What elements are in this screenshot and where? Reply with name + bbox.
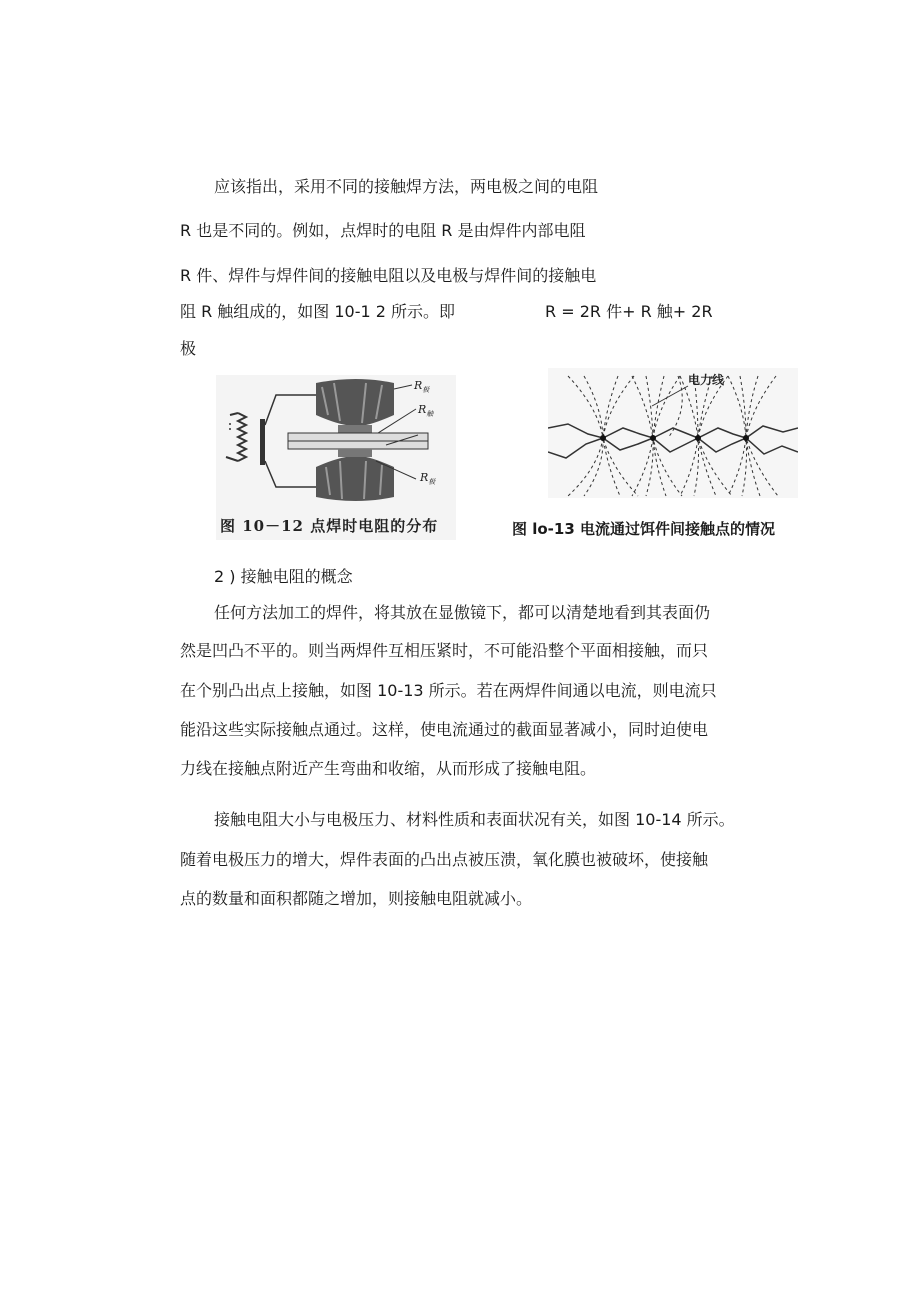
text-line: 然是凹凸不平的。则当两焊件互相压紧时，不可能沿整个平面相接触，而只	[180, 641, 709, 660]
label-r-electrode: $R_极$	[414, 379, 430, 394]
figure-contact-points	[548, 368, 798, 498]
text-line: 点的数量和面积都随之增加，则接触电阻就减小。	[180, 889, 533, 908]
section-heading: 2 ) 接触电阻的概念	[214, 567, 353, 586]
contact-points-diagram	[548, 368, 798, 498]
text-line: 力线在接触点附近产生弯曲和收缩，从而形成了接触电阻。	[180, 759, 597, 778]
text-line: 接触电阻大小与电极压力、材料性质和表面状况有关，如图 10-14 所示。	[214, 810, 735, 829]
text-line: 任何方法加工的焊件，将其放在显傲镜下，都可以清楚地看到其表面仍	[214, 603, 711, 622]
figure-caption: 图 10－12 点焊时电阻的分布	[220, 517, 439, 535]
text-line: R 件、焊件与焊件间的接触电阻以及电极与焊件间的接触电	[180, 266, 597, 285]
text-line: 极	[180, 339, 197, 358]
label-field-lines: 电力线	[688, 373, 725, 387]
text-line: 在个别凸出点上接触，如图 10-13 所示。若在两焊件间通以电流，则电流只	[180, 681, 717, 700]
text-line: 应该指出，采用不同的接触焊方法，两电极之间的电阻	[214, 177, 599, 196]
label-r-electrode-lower: $R_极$	[420, 471, 436, 486]
label-r-contact: $R_触$	[418, 403, 434, 418]
figure-spot-weld-resistance	[216, 375, 456, 540]
text-line: 随着电极压力的增大，焊件表面的凸出点被压溃，氧化膜也被破坏，使接触	[180, 850, 709, 869]
formula: R = 2R 件+ R 触+ 2R	[545, 302, 713, 321]
text-line: R 也是不同的。例如，点焊时的电阻 R 是由焊件内部电阻	[180, 221, 586, 240]
text-line: 能沿这些实际接触点通过。这样，使电流通过的截面显著减小，同时迫使电	[180, 720, 709, 739]
text-line: 阻 R 触组成的，如图 10-1 2 所示。即	[180, 302, 456, 321]
figure-caption: 图 lo-13 电流通过饵件间接触点的情况	[512, 520, 775, 538]
